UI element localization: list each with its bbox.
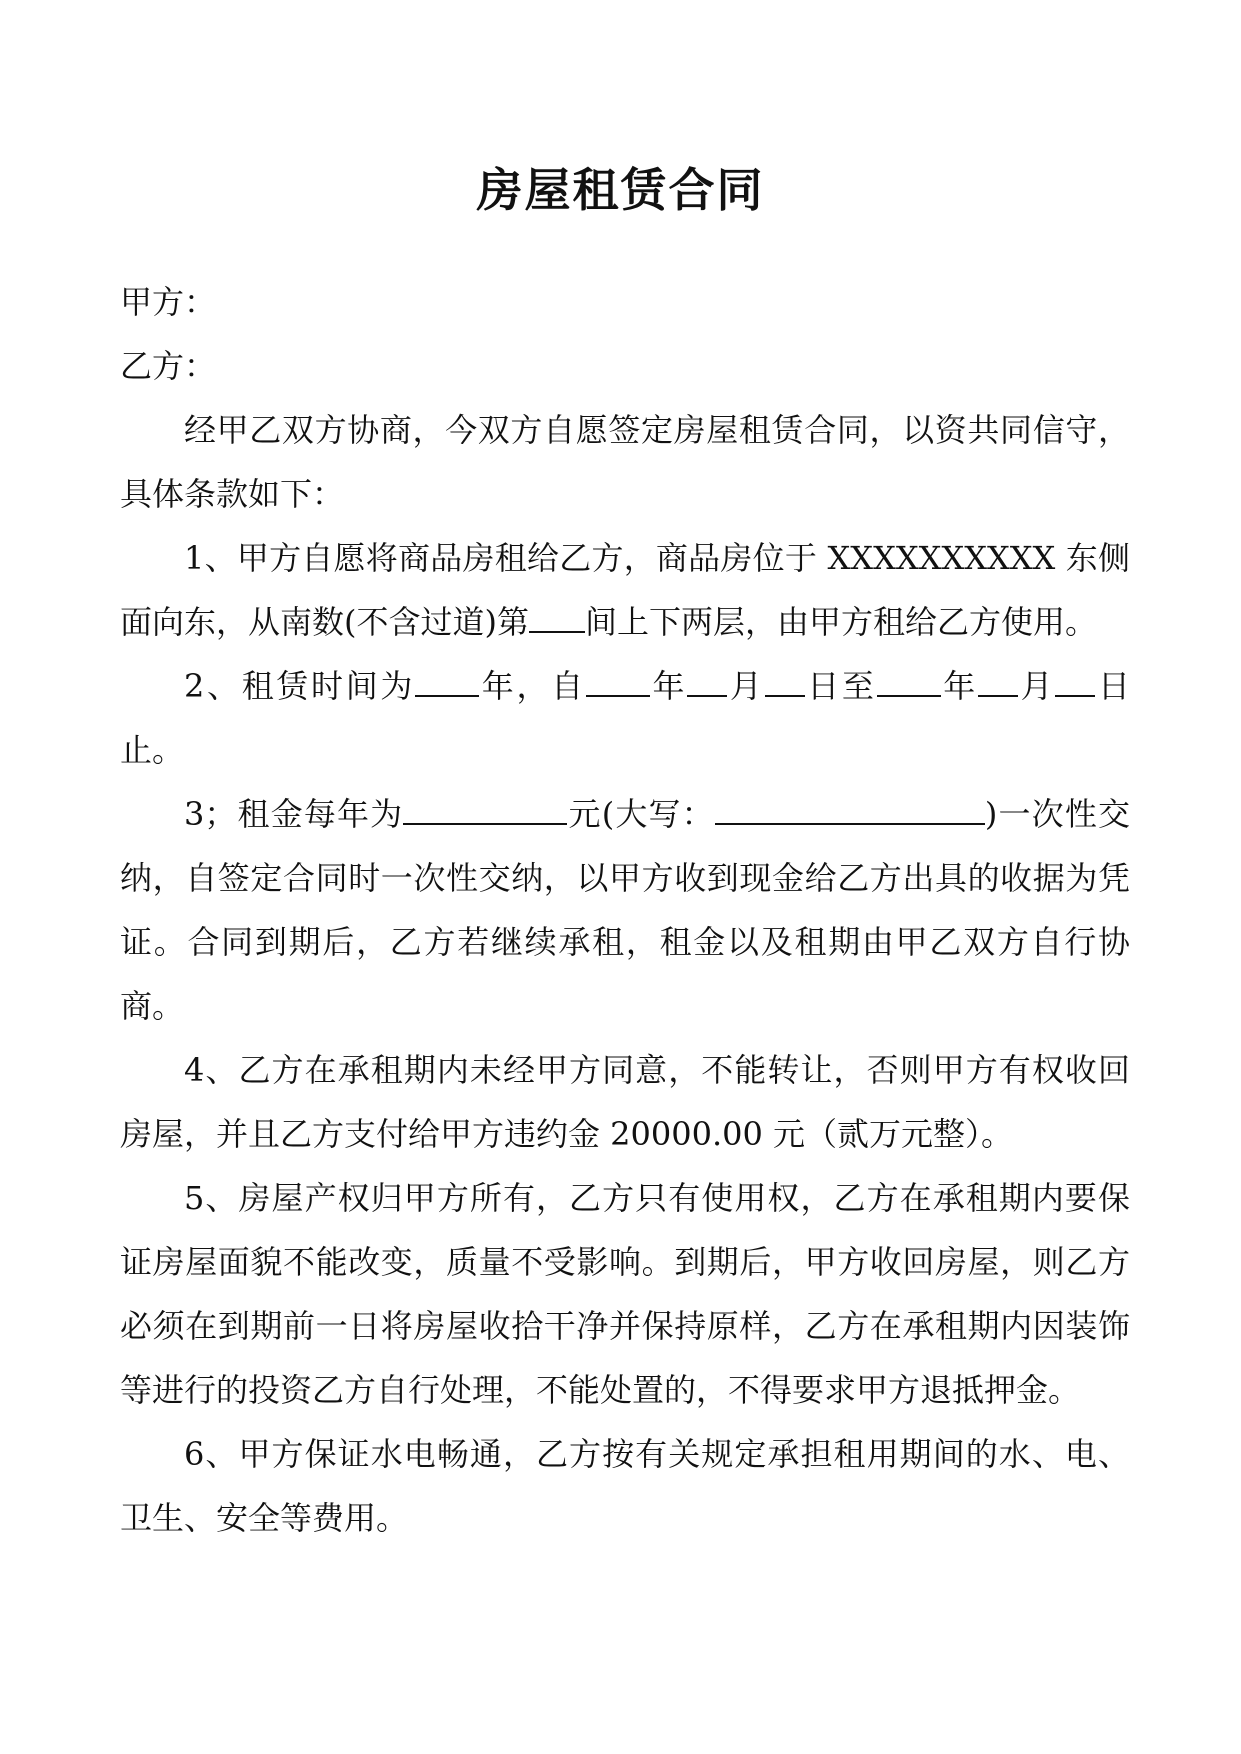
clause-6: 6、甲方保证水电畅通，乙方按有关规定承担租用期间的水、电、卫生、安全等费用。	[120, 1435, 1130, 1537]
clause-1-text-a: 1、甲方自愿将商品房租给乙方，商品房位于 XXXXXXXXXX 东侧面向东，从南数(不含过道)第	[120, 539, 1130, 641]
clause-3	[120, 782, 1130, 1038]
party-a-line: 甲方：	[120, 283, 217, 321]
clause-2-text-d: 月	[727, 667, 765, 705]
clause-1	[120, 526, 1130, 654]
clause-3-text-c: )一次性交纳，自签定合同时一次性交纳，以甲方收到现金给乙方出具的收据为凭证。合同到期后，乙方若继续承租，租金以及租期由甲乙双方自行协商。	[120, 795, 1130, 1025]
clause-2	[120, 654, 1130, 782]
party-b-line: 乙方：	[120, 347, 217, 385]
end-day-blank	[1055, 665, 1095, 697]
rent-in-words-blank	[715, 793, 985, 825]
lease-years-blank	[415, 665, 479, 697]
clause-2-text-h: 日止。	[120, 667, 1130, 769]
end-year-blank	[877, 665, 941, 697]
clause-5: 5、房屋产权归甲方所有，乙方只有使用权，乙方在承租期内要保证房屋面貌不能改变，质量不受影响。到期后，甲方收回房屋，则乙方必须在到期前一日将房屋收拾干净并保持原样，乙方在承租期内因装饰等进行的投资乙方自行处理，不能处置的，不得要求甲方退抵押金。	[120, 1179, 1130, 1409]
clause-2-text-g: 月	[1017, 667, 1056, 705]
document-title: 房屋租赁合同	[476, 163, 765, 217]
document-body	[120, 270, 1130, 1550]
intro-paragraph: 经甲乙双方协商，今双方自愿签定房屋租赁合同，以资共同信守，具体条款如下：	[120, 411, 1130, 513]
start-year-blank	[586, 665, 650, 697]
end-month-blank	[978, 665, 1018, 697]
start-day-blank	[765, 665, 805, 697]
clause-3-text-a: 3；租金每年为	[184, 795, 404, 833]
clause-3-text-b: 元(大写：	[567, 795, 715, 833]
clause-4: 4、乙方在承租期内未经甲方同意，不能转让，否则甲方有权收回房屋，并且乙方支付给甲方违约金 20000.00 元（贰万元整）。	[120, 1051, 1130, 1153]
start-month-blank	[687, 665, 727, 697]
clause-2-text-b: 年，自	[479, 667, 586, 705]
clause-2-text-c: 年	[649, 667, 688, 705]
clause-2-text-f: 年	[940, 667, 978, 705]
clause-2-text-a: 2、租赁时间为	[184, 667, 416, 705]
room-number-blank	[529, 601, 585, 633]
annual-rent-blank	[403, 793, 567, 825]
clause-2-text-e: 日至	[804, 667, 877, 705]
clause-1-text-b: 间上下两层，由甲方租给乙方使用。	[584, 603, 1097, 641]
